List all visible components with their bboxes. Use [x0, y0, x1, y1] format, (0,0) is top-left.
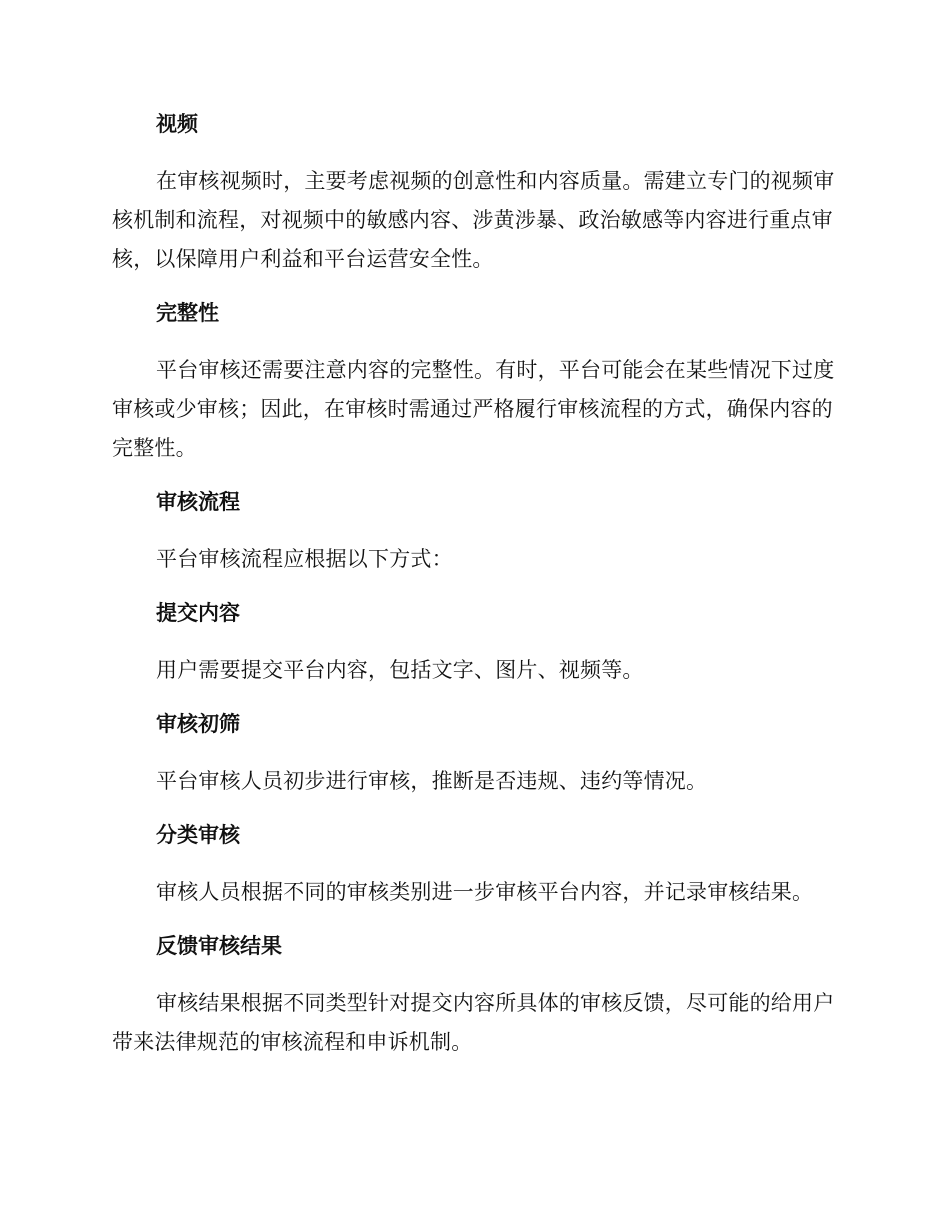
section-heading: 审核流程 — [156, 490, 240, 514]
section-heading: 提交内容 — [156, 601, 240, 625]
section-heading: 反馈审核结果 — [156, 934, 282, 958]
section-paragraph: 平台审核流程应根据以下方式： — [156, 547, 453, 571]
section-heading: 视频 — [156, 112, 198, 136]
section-paragraph: 用户需要提交平台内容，包括文字、图片、视频等。 — [156, 658, 644, 682]
section-paragraph: 平台审核人员初步进行审核，推断是否违规、违约等情况。 — [156, 769, 708, 793]
section-paragraph: 平台审核还需要注意内容的完整性。有时，平台可能会在某些情况下过度审核或少审核；因此，在审核时需通过严格履行审核流程的方式，确保内容的完整性。 — [112, 358, 835, 460]
section-heading: 分类审核 — [156, 823, 240, 847]
section-paragraph: 审核结果根据不同类型针对提交内容所具体的审核反馈，尽可能的给用户带来法律规范的审核流程和申诉机制。 — [112, 991, 835, 1054]
section-heading: 完整性 — [156, 301, 219, 325]
section-paragraph: 审核人员根据不同的审核类别进一步审核平台内容，并记录审核结果。 — [156, 880, 814, 904]
section-heading: 审核初筛 — [156, 712, 240, 736]
section-paragraph: 在审核视频时，主要考虑视频的创意性和内容质量。需建立专门的视频审核机制和流程，对视频中的敏感内容、涉黄涉暴、政治敏感等内容进行重点审核，以保障用户利益和平台运营安全性。 — [112, 169, 835, 271]
